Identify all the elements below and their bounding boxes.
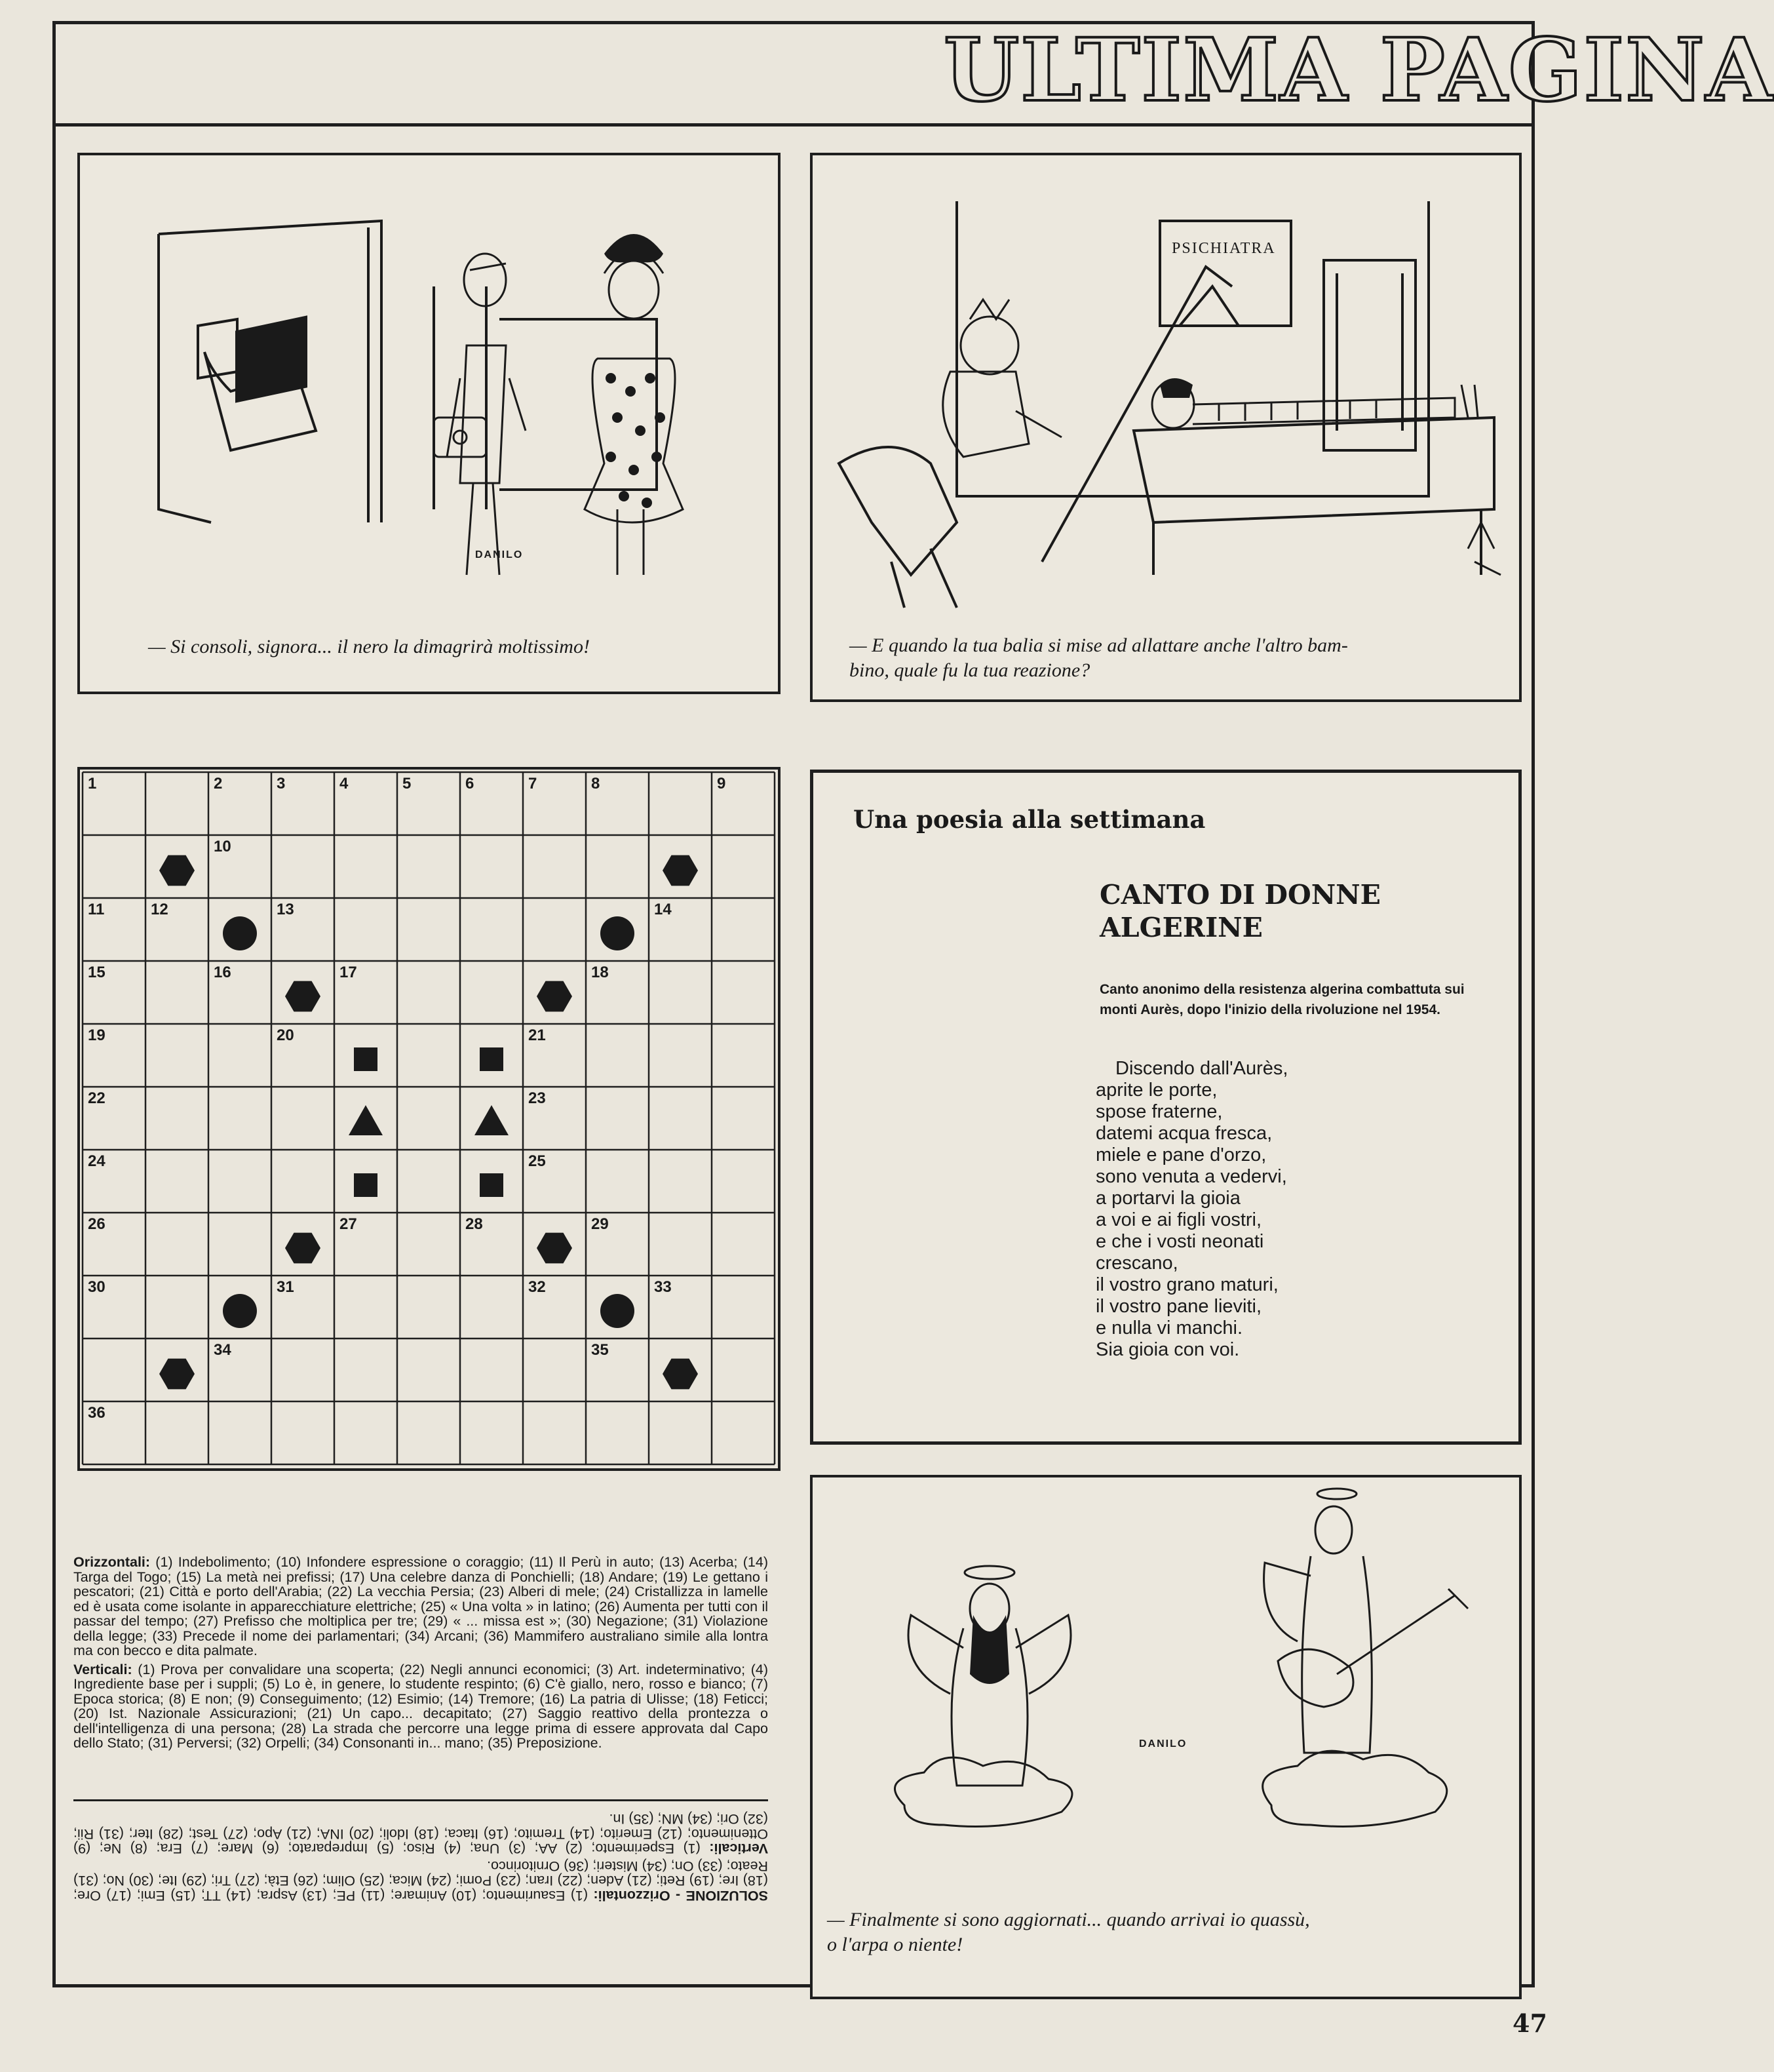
crossword-cell-number: 17 (339, 964, 357, 981)
crossword-cell-number: 18 (591, 964, 609, 981)
black-square-block (354, 1047, 377, 1071)
crossword-cell-number: 7 (528, 775, 537, 792)
poem-line: e nulla vi manchi. (1096, 1318, 1243, 1339)
poem-line: miele e pane d'orzo, (1096, 1144, 1267, 1165)
poem-kicker: Una poesia alla settimana (853, 805, 1206, 834)
black-triangle-block (474, 1105, 509, 1135)
psychiatrist-sign: PSICHIATRA (1172, 240, 1276, 257)
solution-horizontal: (1) Esaurimento; (10) Animare; (11) PE; (13) Aspra; (14) TT; (15) Emi; (17) Ore; (18) Ire; (19) Reti; (21) Aden; (22) Iran; (23) Pomi; (24) Mica; (25) Olim; (26) Età; (27) Tri; (29) Ite; (30) No; (31) Reato; (33) On; (34) Misteri; (36) Ornitorinco. (73, 1858, 768, 1904)
poem-line: aprite le porte, (1096, 1080, 1218, 1101)
crossword-cell-number: 26 (88, 1215, 106, 1233)
crossword-cell-number: 30 (88, 1278, 106, 1296)
vertical-clues: (1) Prova per convalidare una scoperta; (22) Negli annunci economici; (3) Art. indeterminativo; (4) Ingrediente base per i suppli; (5) Lo è, in genere, lo studente respinto; (6) C'è giallo, nero, rosso e bianco; (7) Epoca storica; (8) E non; (9) Conseguimento; (12) Esimio; (14) Tremore; (16) La patria di Ulisse; (18) Feticci; (20) Ist. Nazionale Assicurazioni; (21) Un capo... decapitato; (27) Saggio reattivo della prontezza o dell'intelligenza di una persona; (28) La strada che percorre una legge prima di essere approvata dal Capo dello Stato; (31) Perversi; (32) Orpelli; (34) Consonanti in... mano; (35) Preposizione. (73, 1661, 768, 1751)
crossword-cell-number: 16 (214, 964, 231, 981)
page-number: 47 (1513, 2008, 1547, 2038)
header-rule (52, 123, 1535, 127)
caption-line: — Finalmente si sono aggiornati... quando arrivai io quassù, (827, 1909, 1310, 1930)
black-circle-block (223, 916, 257, 950)
black-hexagon-block (537, 981, 572, 1012)
doctor-cartoon-illustration (80, 155, 778, 627)
poem-line: e che i vosti neonati (1096, 1231, 1264, 1252)
horizontal-clues: (1) Indebolimento; (10) Infondere espressione o coraggio; (11) Il Perù in auto; (13) Acerba; (14) Targa del Togo; (15) La metà nei prefissi; (17) Una celebre danza di Ponchielli; (18) Andare; (19) Le gettano i pescatori; (21) Città e porto dell'Arabia; (22) La vecchia Persia; (23) Alberi di mele; (24) Cristallizza in lamelle ed è usata come isolante in apparecchiature elettriche; (25) « Una volta » in latino; (26) Aumenta per tutti con il passar del tempo; (27) Prefisso che moltiplica per tre; (29) « ... missa est »; (30) Negazione; (31) Violazione della legge; (33) Precede il nome dei parlamentari; (34) Arcani; (36) Mammifero australiano simile alla lontra ma con becco e dita palmate. (73, 1554, 768, 1658)
black-square-block (354, 1173, 377, 1197)
poem-line: Sia gioia con voi. (1096, 1339, 1240, 1360)
crossword-cell-number: 31 (277, 1278, 294, 1296)
black-square-block (480, 1173, 503, 1197)
crossword-cell-number: 23 (528, 1089, 546, 1107)
solution-vertical-label: Verticali: (709, 1841, 768, 1857)
cartoon-caption (849, 633, 1511, 683)
masthead: ULTIMA PAGINA (944, 20, 1774, 121)
crossword-cell-number: 20 (277, 1026, 294, 1044)
crossword-cell-number: 19 (88, 1026, 106, 1044)
poem-title (1100, 878, 1440, 944)
poem-title-line: CANTO DI DONNE (1100, 879, 1381, 910)
cartoon-caption: — Si consoli, signora... il nero la dimagrirà moltissimo! (148, 636, 590, 657)
black-circle-block (223, 1294, 257, 1328)
crossword-cell-number: 2 (214, 775, 223, 792)
crossword-cell-number: 32 (528, 1278, 546, 1296)
poem-line: il vostro grano maturi, (1096, 1274, 1279, 1295)
angels-cartoon-illustration (813, 1477, 1519, 1871)
crossword-cell-number: 14 (654, 901, 672, 918)
black-hexagon-block (285, 1233, 320, 1264)
crossword-grid (77, 767, 781, 1471)
poem-body (1096, 1058, 1288, 1361)
cartoon-caption (827, 1907, 1515, 1957)
caption-line: bino, quale fu la tua reazione? (849, 659, 1090, 681)
crossword-clues (73, 1555, 768, 1755)
crossword-cell-number: 28 (465, 1215, 483, 1233)
solution-label: SOLUZIONE - Orizzontali: (593, 1888, 768, 1904)
crossword-cell-number: 3 (277, 775, 286, 792)
crossword-cell-number: 24 (88, 1152, 106, 1170)
crossword-cell-number: 29 (591, 1215, 609, 1233)
black-hexagon-block (159, 855, 195, 886)
poem-line: a voi e ai figli vostri, (1096, 1209, 1262, 1230)
artist-signature: DANILO (1139, 1738, 1187, 1749)
poem-line: a portarvi la gioia (1096, 1188, 1241, 1209)
black-square-block (480, 1047, 503, 1071)
crossword-cell-number: 35 (591, 1341, 609, 1359)
poem-line: datemi acqua fresca, (1096, 1123, 1273, 1144)
solution-vertical: (1) Esperimento; (2) AA; (3) Una; (4) Riso; (5) Impreparato; (6) Mare; (7) Era; (8) Ne; (9) Ottenimento; (12) Emerito; (14) Tremito; (16) Itaca; (18) Idoli; (20) INA; (21) Apo; (27) Test; (28) Iter; (31) Rii; (32) Ori; (34) MN; (35) In. (73, 1811, 768, 1857)
crossword-cell-number: 10 (214, 838, 231, 855)
black-hexagon-block (159, 1359, 195, 1390)
crossword-cell-number: 5 (402, 775, 412, 792)
solution-divider (73, 1799, 768, 1801)
crossword-cell-number: 11 (88, 901, 105, 918)
poem-title-line: ALGERINE (1100, 912, 1263, 943)
artist-signature: DANILO (475, 549, 524, 560)
crossword-cell-number: 22 (88, 1089, 106, 1107)
poem-intro: Canto anonimo della resistenza algerina combattuta sui monti Aurès, dopo l'inizio della rivoluzione nel 1954. (1100, 982, 1465, 1017)
crossword-cell-number: 4 (339, 775, 349, 792)
poem-line: sono venuta a vedervi, (1096, 1166, 1287, 1187)
caption-line: — E quando la tua balia si mise ad allattare anche l'altro bam- (849, 635, 1348, 656)
poem-line: Discendo dall'Aurès, (1115, 1058, 1288, 1079)
caption-line: o l'arpa o niente! (827, 1934, 963, 1955)
black-hexagon-block (537, 1233, 572, 1264)
crossword-cell-number: 13 (277, 901, 294, 918)
poem-line: spose fraterne, (1096, 1101, 1223, 1122)
crossword-cell-number: 33 (654, 1278, 672, 1296)
crossword-cell-number: 1 (88, 775, 97, 792)
black-circle-block (600, 916, 634, 950)
black-triangle-block (349, 1105, 383, 1135)
crossword-solution-upside-down (73, 1809, 768, 1903)
crossword-cell-number: 8 (591, 775, 600, 792)
vertical-clues-label: Verticali: (73, 1661, 132, 1677)
crossword-cell-number: 9 (717, 775, 726, 792)
crossword-cell-number: 6 (465, 775, 474, 792)
crossword-cell-number: 34 (214, 1341, 231, 1359)
psychiatrist-cartoon-illustration (813, 155, 1519, 614)
crossword-cell-number: 15 (88, 964, 106, 981)
black-hexagon-block (663, 1359, 698, 1390)
crossword-cell-number: 36 (88, 1404, 106, 1422)
crossword-cell-number: 12 (151, 901, 168, 918)
black-hexagon-block (663, 855, 698, 886)
black-hexagon-block (285, 981, 320, 1012)
horizontal-clues-label: Orizzontali: (73, 1554, 151, 1570)
crossword-cell-number: 27 (339, 1215, 357, 1233)
poem-line: il vostro pane lieviti, (1096, 1296, 1262, 1317)
black-circle-block (600, 1294, 634, 1328)
poem-line: crescano, (1096, 1253, 1178, 1274)
crossword-cell-number: 25 (528, 1152, 546, 1170)
crossword-cell-number: 21 (528, 1026, 546, 1044)
